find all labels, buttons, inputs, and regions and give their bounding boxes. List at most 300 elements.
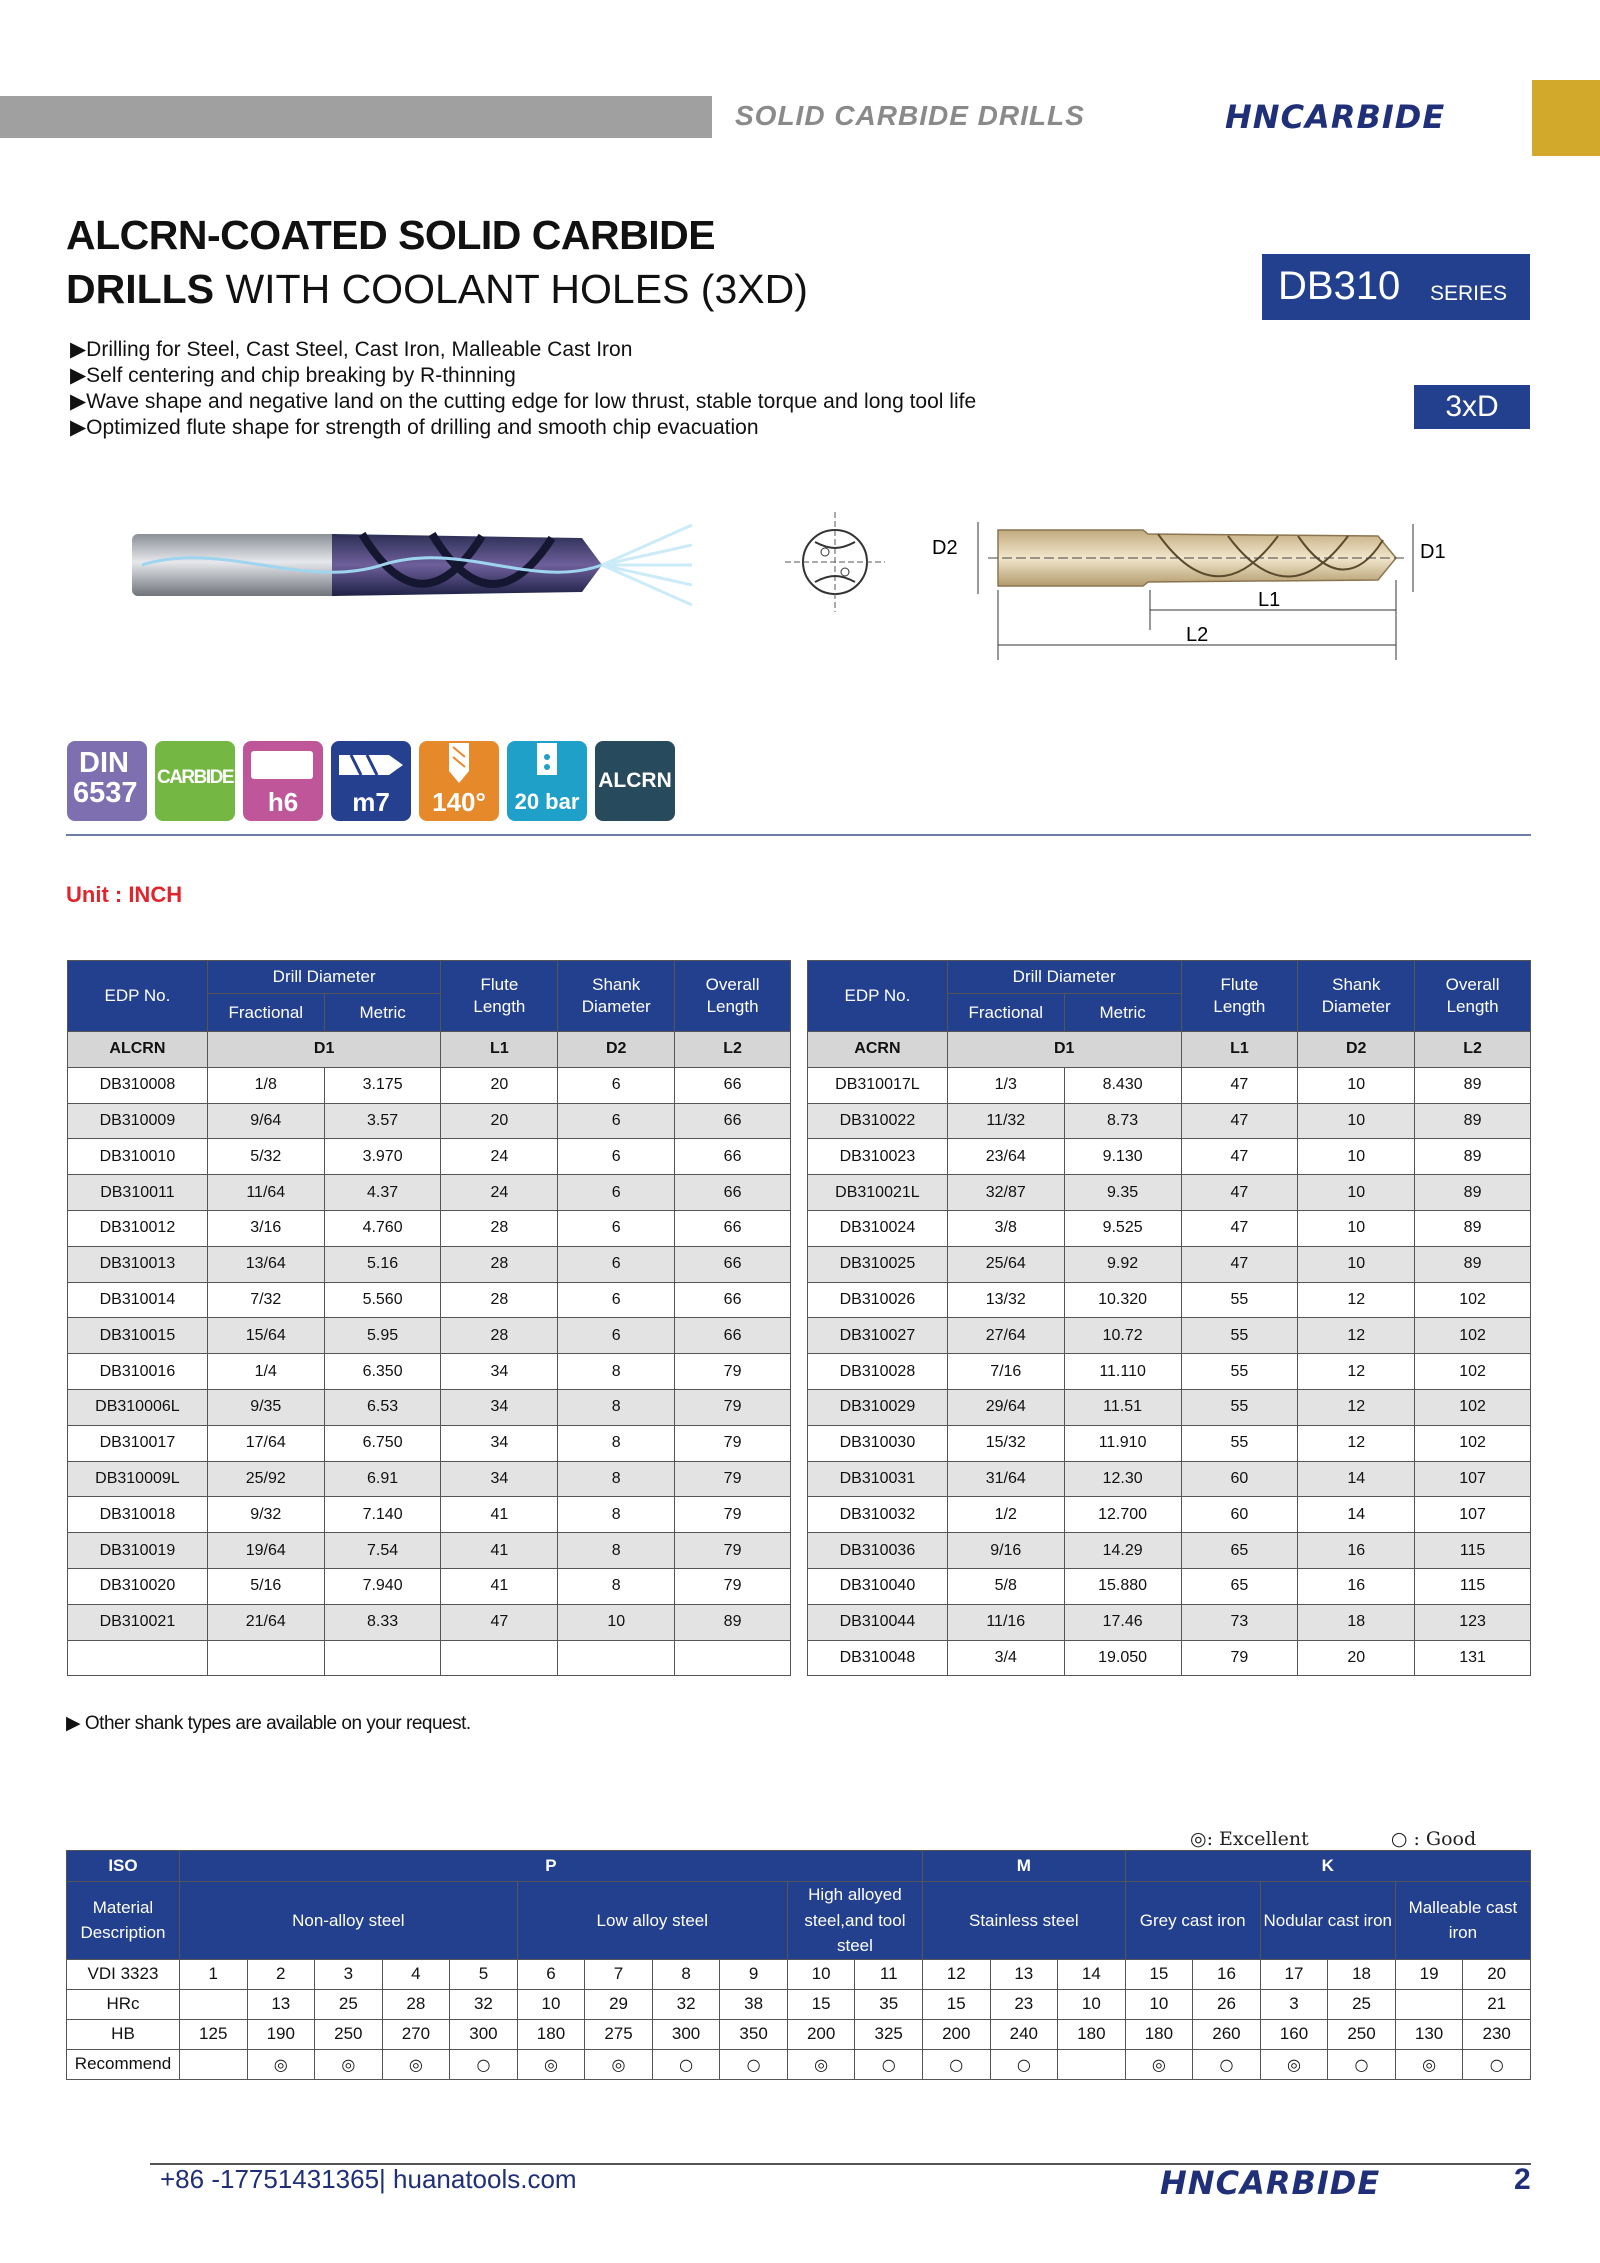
table-cell: 11.910 (1064, 1425, 1181, 1461)
table-cell: 47 (1181, 1246, 1298, 1282)
material-description-header: Material Description (67, 1882, 180, 1960)
category-nodular-cast-iron: Nodular cast iron (1260, 1882, 1395, 1960)
table-cell: 27/64 (947, 1318, 1064, 1354)
table-cell: 6.350 (324, 1354, 441, 1390)
d2-label: D2 (932, 537, 958, 559)
table-cell: 79 (675, 1497, 791, 1533)
table-row (808, 1461, 1531, 1497)
legend-excellent: ◎: Excellent (1190, 1828, 1309, 1850)
material-cell: 3 (315, 1959, 383, 1989)
table-cell: 12 (1298, 1318, 1415, 1354)
table-cell: 9.35 (1064, 1175, 1181, 1211)
footer-logo: HNCARBIDE (1160, 2164, 1381, 2202)
material-row (67, 1989, 1531, 2019)
category-high-alloyed-steel: High alloyed steel,and tool steel (787, 1882, 922, 1960)
table-cell: 24 (441, 1175, 558, 1211)
table-cell: DB310006L (68, 1389, 208, 1425)
table-cell: 15/32 (947, 1425, 1064, 1461)
table-cell: 8.430 (1064, 1067, 1181, 1103)
table-cell: 8 (558, 1461, 675, 1497)
table-row (68, 1282, 791, 1318)
table-cell: 41 (441, 1533, 558, 1569)
table-cell: 5/32 (207, 1139, 324, 1175)
table-cell: DB310024 (808, 1210, 948, 1246)
series-code: DB310 (1278, 264, 1401, 308)
table-row (808, 1425, 1531, 1461)
table-cell: 6.91 (324, 1461, 441, 1497)
col-header-metric: Metric (324, 994, 441, 1032)
section-divider (66, 834, 1531, 836)
recommend-symbol: ◎ (585, 2049, 653, 2079)
table-row (808, 1604, 1531, 1640)
table-cell: 6 (558, 1139, 675, 1175)
series-badge (1262, 254, 1530, 320)
table-cell (441, 1640, 558, 1676)
table-cell: 55 (1181, 1354, 1298, 1390)
table-cell: 66 (675, 1246, 791, 1282)
table-cell: DB310017L (808, 1067, 948, 1103)
footer-contact: +86 -17751431365| huanatools.com (160, 2164, 577, 2194)
material-cell: 17 (1260, 1959, 1328, 1989)
table-cell: 14 (1298, 1497, 1415, 1533)
table-cell: 14 (1298, 1461, 1415, 1497)
table-cell: DB310008 (68, 1067, 208, 1103)
table-cell: 8.33 (324, 1604, 441, 1640)
table-cell: 47 (1181, 1139, 1298, 1175)
material-cell: 28 (382, 1989, 450, 2019)
material-cell: 180 (1058, 2019, 1126, 2049)
table-cell: 31/64 (947, 1461, 1064, 1497)
table-cell: 28 (441, 1318, 558, 1354)
table-cell: 10 (1298, 1175, 1415, 1211)
material-cell: 32 (652, 1989, 720, 2019)
table-cell: 15/64 (207, 1318, 324, 1354)
material-row-label: HB (67, 2019, 180, 2049)
material-cell: 190 (247, 2019, 315, 2049)
table-cell: DB310022 (808, 1103, 948, 1139)
table-cell: 12 (1298, 1389, 1415, 1425)
table-cell: 6 (558, 1103, 675, 1139)
table-cell: DB310027 (808, 1318, 948, 1354)
recommend-symbol: ◎ (315, 2049, 383, 2079)
col-header-shank-diameter: Shank Diameter (1298, 961, 1415, 1032)
table-cell: 13/32 (947, 1282, 1064, 1318)
table-row (68, 1067, 791, 1103)
table-cell: 89 (1415, 1246, 1531, 1282)
table-cell: 12 (1298, 1354, 1415, 1390)
table-cell: 7/32 (207, 1282, 324, 1318)
table-cell: 25/64 (947, 1246, 1064, 1282)
material-cell: 125 (179, 2019, 247, 2049)
table-cell: DB310032 (808, 1497, 948, 1533)
table-cell: 20 (441, 1103, 558, 1139)
table-cell: 60 (1181, 1461, 1298, 1497)
table-row (808, 1640, 1531, 1676)
coolant-pressure-icon: 20 bar (507, 741, 587, 821)
table-row (68, 1604, 791, 1640)
material-cell: 325 (855, 2019, 923, 2049)
material-cell: 25 (1328, 1989, 1396, 2019)
table-row (808, 1103, 1531, 1139)
table-cell: 1/4 (207, 1354, 324, 1390)
table-cell: 25/92 (207, 1461, 324, 1497)
table-subheader-row: ALCRN D1 L1 D2 L2 (68, 1032, 791, 1068)
col-header-edp: EDP No. (68, 961, 208, 1032)
table-cell: 18 (1298, 1604, 1415, 1640)
table-cell: 9/35 (207, 1389, 324, 1425)
din-icon: DIN 6537 (67, 741, 147, 821)
table-cell: 11.110 (1064, 1354, 1181, 1390)
recommend-symbol: ◎ (382, 2049, 450, 2079)
table-cell (558, 1640, 675, 1676)
material-cell: 16 (1193, 1959, 1261, 1989)
recommend-symbol: ○ (855, 2049, 923, 2079)
table-cell: 4.37 (324, 1175, 441, 1211)
table-cell: 89 (1415, 1067, 1531, 1103)
page-title-line2 (66, 266, 808, 313)
material-cell: 14 (1058, 1959, 1126, 1989)
recommend-symbol: ◎ (787, 2049, 855, 2079)
material-cell: 180 (1125, 2019, 1193, 2049)
table-cell: 7.140 (324, 1497, 441, 1533)
table-cell: DB310029 (808, 1389, 948, 1425)
iso-group-k: K (1125, 1851, 1530, 1882)
table-cell: 102 (1415, 1282, 1531, 1318)
table-row (68, 1640, 791, 1676)
material-cell: 1 (179, 1959, 247, 1989)
material-cell: 200 (787, 2019, 855, 2049)
material-cell: 35 (855, 1989, 923, 2019)
table-cell: 47 (1181, 1103, 1298, 1139)
table-cell: 131 (1415, 1640, 1531, 1676)
table-cell: 10.72 (1064, 1318, 1181, 1354)
table-cell: 6 (558, 1175, 675, 1211)
table-cell: DB310009 (68, 1103, 208, 1139)
table-cell: DB310009L (68, 1461, 208, 1497)
table-cell: 6.53 (324, 1389, 441, 1425)
recommend-symbol: ○ (990, 2049, 1058, 2079)
category-low-alloy-steel: Low alloy steel (517, 1882, 787, 1960)
table-row (808, 1389, 1531, 1425)
table-cell: 7/16 (947, 1354, 1064, 1390)
table-cell: 66 (675, 1139, 791, 1175)
table-cell: 55 (1181, 1282, 1298, 1318)
table-cell: 6 (558, 1246, 675, 1282)
recommend-symbol (1058, 2049, 1126, 2079)
table-cell: DB310018 (68, 1497, 208, 1533)
material-cell: 18 (1328, 1959, 1396, 1989)
table-cell: 107 (1415, 1461, 1531, 1497)
recommend-symbol: ○ (1463, 2049, 1531, 2079)
h6-shank-icon: h6 (243, 741, 323, 821)
table-cell: DB310016 (68, 1354, 208, 1390)
material-cell: 250 (1328, 2019, 1396, 2049)
recommend-symbol: ◎ (1395, 2049, 1463, 2079)
table-cell: 9.92 (1064, 1246, 1181, 1282)
table-cell: 19/64 (207, 1533, 324, 1569)
table-cell: DB310023 (808, 1139, 948, 1175)
table-cell: 47 (1181, 1210, 1298, 1246)
material-cell: 300 (652, 2019, 720, 2049)
material-cell: 29 (585, 1989, 653, 2019)
table-cell: 5/16 (207, 1568, 324, 1604)
l2-label: L2 (1186, 624, 1209, 646)
table-cell: 8.73 (1064, 1103, 1181, 1139)
table-cell: DB310012 (68, 1210, 208, 1246)
table-cell: 107 (1415, 1497, 1531, 1533)
table-cell: 34 (441, 1389, 558, 1425)
recommend-symbol: ○ (652, 2049, 720, 2079)
material-cell: 15 (787, 1989, 855, 2019)
table-cell: 5.560 (324, 1282, 441, 1318)
table-cell: 21/64 (207, 1604, 324, 1640)
table-cell: 79 (675, 1568, 791, 1604)
table-cell: 9/32 (207, 1497, 324, 1533)
table-cell: 66 (675, 1103, 791, 1139)
table-row (808, 1175, 1531, 1211)
material-cell: 10 (1125, 1989, 1193, 2019)
m7-tolerance-icon: m7 (331, 741, 411, 821)
table-cell: DB310048 (808, 1640, 948, 1676)
table-cell: 1/3 (947, 1067, 1064, 1103)
table-cell: DB310021L (808, 1175, 948, 1211)
table-cell: 6.750 (324, 1425, 441, 1461)
table-cell: DB310030 (808, 1425, 948, 1461)
table-cell: 47 (441, 1604, 558, 1640)
table-row (68, 1139, 791, 1175)
table-cell: 3/4 (947, 1640, 1064, 1676)
table-cell: DB310025 (808, 1246, 948, 1282)
legend-good: ○ : Good (1390, 1828, 1477, 1850)
table-cell: 10.320 (1064, 1282, 1181, 1318)
l1-label: L1 (1258, 589, 1281, 611)
table-cell: DB310015 (68, 1318, 208, 1354)
material-cell: 260 (1193, 2019, 1261, 2049)
table-cell: 79 (675, 1425, 791, 1461)
table-cell: 79 (675, 1389, 791, 1425)
table-cell: 66 (675, 1175, 791, 1211)
recommend-symbol: ◎ (247, 2049, 315, 2079)
material-table (66, 1850, 1531, 2080)
table-cell: 65 (1181, 1533, 1298, 1569)
table-row (808, 1318, 1531, 1354)
material-cell: 300 (450, 2019, 518, 2049)
coating-icon: ALCRN (595, 741, 675, 821)
material-cell: 12 (922, 1959, 990, 1989)
material-cell: 38 (720, 1989, 788, 2019)
material-cell: 3 (1260, 1989, 1328, 2019)
table-cell: 89 (1415, 1210, 1531, 1246)
table-cell: 3/16 (207, 1210, 324, 1246)
table-cell: 123 (1415, 1604, 1531, 1640)
table-cell: 5.95 (324, 1318, 441, 1354)
unit-label: Unit : INCH (66, 882, 183, 907)
table-cell: 34 (441, 1425, 558, 1461)
table-cell: 89 (1415, 1139, 1531, 1175)
col-header-flute-length: Flute Length (441, 961, 558, 1032)
material-cell: 15 (922, 1989, 990, 2019)
table-cell: 60 (1181, 1497, 1298, 1533)
table-row (68, 1354, 791, 1390)
table-cell: 66 (675, 1067, 791, 1103)
table-cell: 47 (1181, 1067, 1298, 1103)
table-cell: 115 (1415, 1533, 1531, 1569)
table-row (808, 1568, 1531, 1604)
bullet-arrow-icon: ▶ (70, 338, 87, 361)
material-row (67, 2049, 1531, 2079)
table-cell: 5/8 (947, 1568, 1064, 1604)
table-cell: 89 (675, 1604, 791, 1640)
table-row (68, 1497, 791, 1533)
material-cell (179, 1989, 247, 2019)
table-cell: 10 (1298, 1139, 1415, 1175)
bullet-arrow-icon: ▶ (70, 390, 87, 413)
table-cell: 28 (441, 1282, 558, 1318)
material-cell: 32 (450, 1989, 518, 2019)
col-header-overall-length: Overall Length (675, 961, 791, 1032)
table-cell: 19.050 (1064, 1640, 1181, 1676)
feature-item: ▶Wave shape and negative land on the cutting edge for low thrust, stable torque and long tool life (70, 390, 977, 413)
recommend-symbol: ◎ (1260, 2049, 1328, 2079)
table-cell: 28 (441, 1210, 558, 1246)
table-cell: 11.51 (1064, 1389, 1181, 1425)
feature-item: ▶Drilling for Steel, Cast Steel, Cast Iron, Malleable Cast Iron (70, 338, 633, 361)
feature-item: ▶Self centering and chip breaking by R-thinning (70, 364, 516, 387)
col-header-drill-diameter: Drill Diameter (947, 961, 1181, 994)
table-cell: 102 (1415, 1318, 1531, 1354)
recommend-symbol: ◎ (517, 2049, 585, 2079)
table-cell: 7.54 (324, 1533, 441, 1569)
table-cell: 32/87 (947, 1175, 1064, 1211)
material-cell: 11 (855, 1959, 923, 1989)
table-cell: 79 (675, 1533, 791, 1569)
table-cell: 12.30 (1064, 1461, 1181, 1497)
material-cell: 270 (382, 2019, 450, 2049)
table-cell: 66 (675, 1210, 791, 1246)
material-cell: 240 (990, 2019, 1058, 2049)
table-cell: 20 (1298, 1640, 1415, 1676)
table-cell: DB310040 (808, 1568, 948, 1604)
shank-note: ▶ Other shank types are available on your request. (66, 1713, 471, 1734)
table-cell: DB310031 (808, 1461, 948, 1497)
table-cell: 8 (558, 1497, 675, 1533)
table-cell: 89 (1415, 1175, 1531, 1211)
table-cell: 6 (558, 1067, 675, 1103)
table-row (68, 1246, 791, 1282)
table-cell: 17/64 (207, 1425, 324, 1461)
table-cell: 73 (1181, 1604, 1298, 1640)
table-row (808, 1210, 1531, 1246)
material-cell: 8 (652, 1959, 720, 1989)
table-cell: 9/16 (947, 1533, 1064, 1569)
material-cell: 19 (1395, 1959, 1463, 1989)
page-title-rest: WITH COOLANT HOLES (3XD) (214, 266, 808, 312)
material-cell (1395, 1989, 1463, 2019)
table-cell: 12 (1298, 1282, 1415, 1318)
table-cell: 34 (441, 1354, 558, 1390)
table-cell: 47 (1181, 1175, 1298, 1211)
table-cell: 65 (1181, 1568, 1298, 1604)
table-cell: 3.175 (324, 1067, 441, 1103)
table-cell: 1/8 (207, 1067, 324, 1103)
table-cell: 14.29 (1064, 1533, 1181, 1569)
material-cell: 13 (247, 1989, 315, 2019)
table-row (68, 1175, 791, 1211)
table-subheader-row: ACRN D1 L1 D2 L2 (808, 1032, 1531, 1068)
table-cell: 6 (558, 1318, 675, 1354)
spec-table-right (807, 960, 1531, 1676)
table-cell: 8 (558, 1533, 675, 1569)
material-cell: 13 (990, 1959, 1058, 1989)
table-cell: 23/64 (947, 1139, 1064, 1175)
table-row (808, 1139, 1531, 1175)
table-cell: 7.940 (324, 1568, 441, 1604)
recommend-symbol: ○ (922, 2049, 990, 2079)
material-cell: 20 (1463, 1959, 1531, 1989)
table-cell: 55 (1181, 1389, 1298, 1425)
material-cell: 2 (247, 1959, 315, 1989)
table-cell: DB310013 (68, 1246, 208, 1282)
carbide-icon: CARBIDE (155, 741, 235, 821)
table-cell: 9/64 (207, 1103, 324, 1139)
drill-dimension-drawing (928, 510, 1448, 670)
table-cell: 11/64 (207, 1175, 324, 1211)
material-cell: 5 (450, 1959, 518, 1989)
table-cell: 3.57 (324, 1103, 441, 1139)
material-cell: 25 (315, 1989, 383, 2019)
table-cell: 20 (441, 1067, 558, 1103)
material-cell: 230 (1463, 2019, 1531, 2049)
table-cell: 1/2 (947, 1497, 1064, 1533)
table-cell: 29/64 (947, 1389, 1064, 1425)
table-cell: DB310021 (68, 1604, 208, 1640)
iso-group-m: M (922, 1851, 1125, 1882)
feature-item: ▶Optimized flute shape for strength of drilling and smooth chip evacuation (70, 416, 759, 439)
table-row (68, 1103, 791, 1139)
table-cell: 11/32 (947, 1103, 1064, 1139)
recommend-legend (1190, 1828, 1476, 1850)
material-cell: 9 (720, 1959, 788, 1989)
category-stainless-steel: Stainless steel (922, 1882, 1125, 1960)
table-row (808, 1067, 1531, 1103)
material-cell: 10 (787, 1959, 855, 1989)
point-angle-icon: 140° (419, 741, 499, 821)
table-cell: 28 (441, 1246, 558, 1282)
col-header-metric: Metric (1064, 994, 1181, 1032)
table-cell: 10 (558, 1604, 675, 1640)
table-cell: 79 (1181, 1640, 1298, 1676)
material-row (67, 1959, 1531, 1989)
table-row (808, 1533, 1531, 1569)
table-cell: 12 (1298, 1425, 1415, 1461)
material-cell: 180 (517, 2019, 585, 2049)
iso-header: ISO (67, 1851, 180, 1882)
table-cell: 11/16 (947, 1604, 1064, 1640)
table-cell: DB310020 (68, 1568, 208, 1604)
table-cell: 10 (1298, 1067, 1415, 1103)
drill-photo (132, 520, 692, 620)
table-row (68, 1568, 791, 1604)
table-row (68, 1210, 791, 1246)
table-cell (324, 1640, 441, 1676)
header-bar (0, 96, 712, 138)
category-malleable-cast-iron: Malleable cast iron (1395, 1882, 1530, 1960)
material-cell: 250 (315, 2019, 383, 2049)
table-cell: DB310026 (808, 1282, 948, 1318)
page-title-line1: ALCRN-COATED SOLID CARBIDE (66, 212, 716, 258)
table-cell (675, 1640, 791, 1676)
material-row (67, 2019, 1531, 2049)
